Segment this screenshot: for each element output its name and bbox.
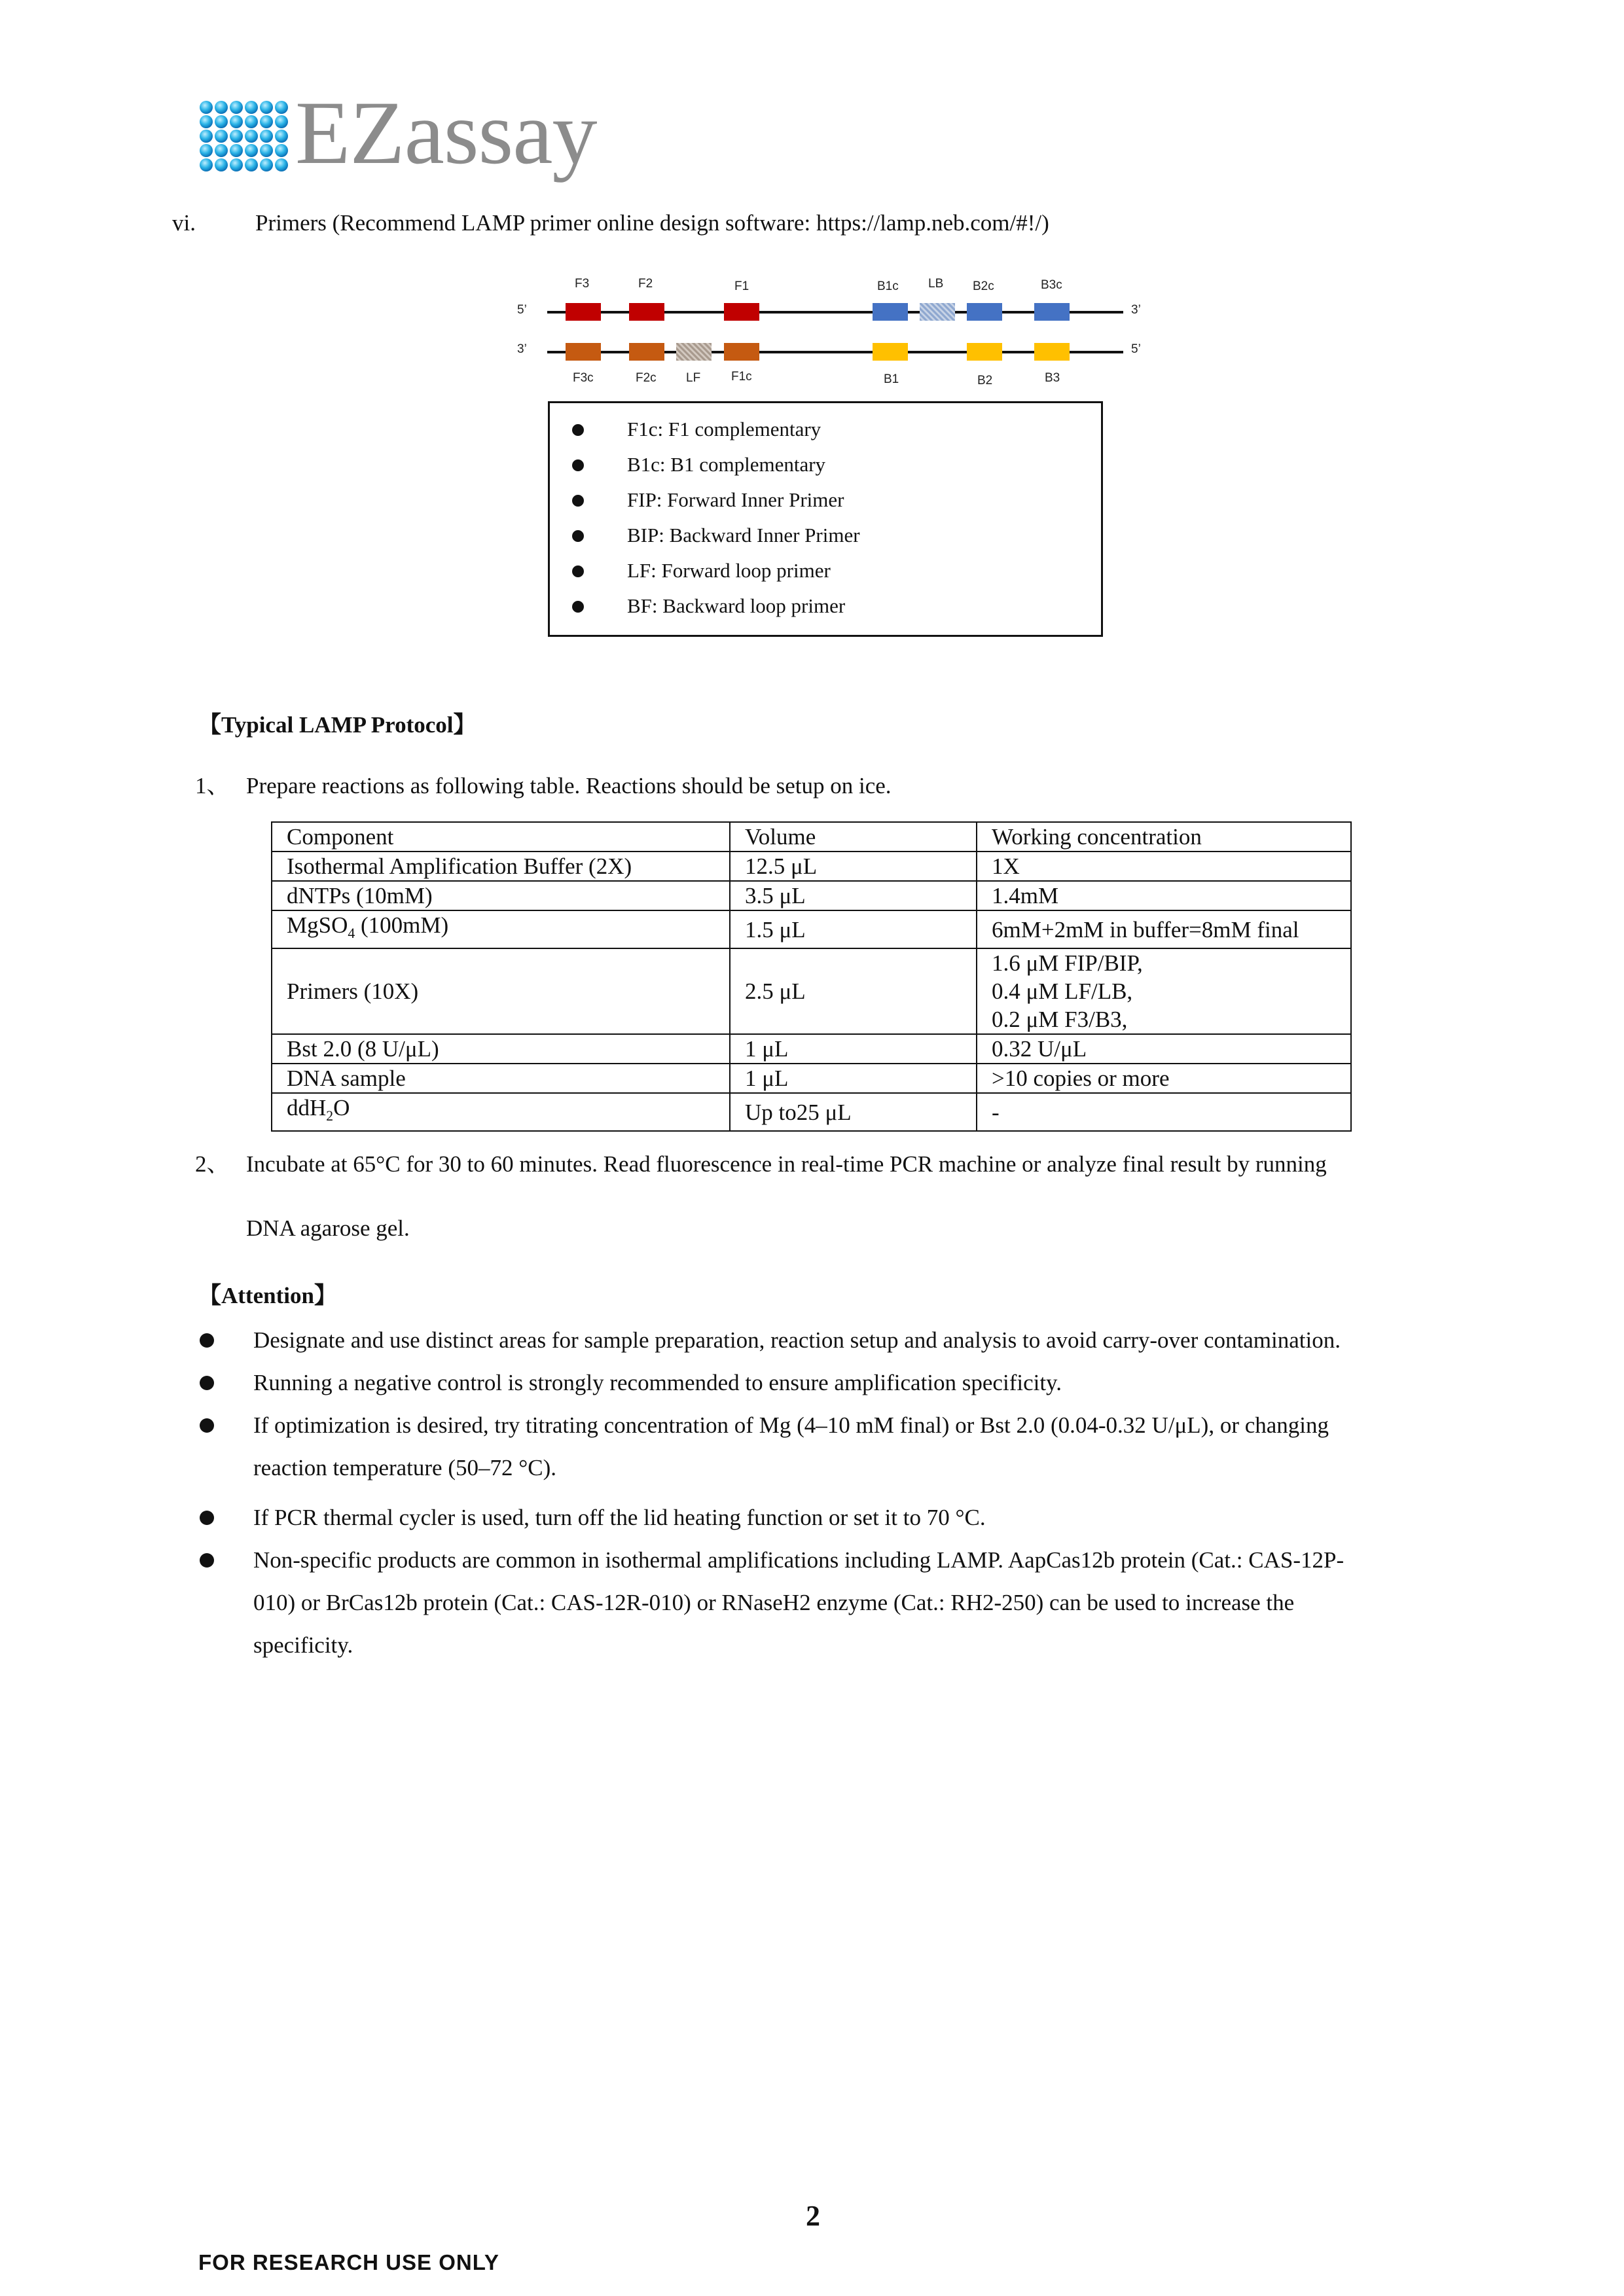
cell-line: 0.2 μM F3/B3, xyxy=(992,1007,1128,1032)
logo-dot xyxy=(200,130,213,143)
segment-f3c xyxy=(566,343,601,361)
label-b2: B2 xyxy=(977,374,993,387)
table-header-row xyxy=(272,822,1351,852)
table-cell: Bst 2.0 (8 U/μL) xyxy=(272,1034,730,1064)
page-number: 2 xyxy=(806,2200,820,2232)
label-lf: LF xyxy=(686,371,701,385)
bullet-icon xyxy=(200,1511,214,1525)
step2-number: 2、 xyxy=(195,1151,230,1177)
table-cell: DNA sample xyxy=(272,1064,730,1093)
reaction-table xyxy=(271,821,1352,1132)
table-cell: dNTPs (10mM) xyxy=(272,881,730,910)
label-f3: F3 xyxy=(575,277,590,291)
company-logo xyxy=(198,82,598,195)
section-marker: vi. xyxy=(172,210,196,236)
logo-dot xyxy=(275,115,288,128)
legend-box: F1c: F1 complementary B1c: B1 complementary FIP: Forward Inner Primer BIP: Backward Inner Primer LF: Forward loop primer BF: Backward loop primer xyxy=(548,401,1103,637)
logo-dot xyxy=(230,115,243,128)
column-header: Working concentration xyxy=(977,822,1351,852)
bullet-icon xyxy=(572,565,584,577)
table-cell: Up to25 μL xyxy=(730,1093,977,1131)
bullet-icon xyxy=(572,424,584,436)
primers-intro: Primers (Recommend LAMP primer online design software: https://lamp.neb.com/#!/) xyxy=(255,210,1049,236)
logo-dot xyxy=(215,101,228,114)
table-row xyxy=(272,881,1351,910)
step2-text-line1: Incubate at 65°C for 30 to 60 minutes. Read fluorescence in real-time PCR machine or analyze final result by running xyxy=(246,1151,1327,1177)
bullet-icon xyxy=(200,1376,214,1390)
logo-dot xyxy=(200,144,213,157)
logo-dot xyxy=(215,130,228,143)
label-f2: F2 xyxy=(638,277,653,291)
bullet-icon xyxy=(200,1418,214,1433)
logo-dot xyxy=(260,130,273,143)
bullet-icon xyxy=(572,459,584,471)
lamp-primer-diagram xyxy=(497,265,1152,396)
step1-text: Prepare reactions as following table. Reactions should be setup on ice. xyxy=(246,773,892,798)
logo-dot xyxy=(245,115,258,128)
table-cell: 6mM+2mM in buffer=8mM final xyxy=(977,910,1351,948)
logo-dot xyxy=(245,130,258,143)
table-cell: - xyxy=(977,1093,1351,1131)
segment-b1 xyxy=(873,343,908,361)
segment-b1c xyxy=(873,303,908,321)
table-cell xyxy=(977,948,1351,1034)
end-label-top-left: 5’ xyxy=(517,303,527,317)
table-cell: 1.4mM xyxy=(977,881,1351,910)
protocol-heading: 【Typical LAMP Protocol】 xyxy=(198,712,477,738)
label-b2c: B2c xyxy=(973,279,994,293)
logo-dot xyxy=(230,158,243,171)
table-cell: 1 μL xyxy=(730,1064,977,1093)
column-header: Component xyxy=(272,822,730,852)
step2-text-line2: DNA agarose gel. xyxy=(246,1215,410,1241)
bullet-icon xyxy=(572,601,584,613)
table-cell: 1X xyxy=(977,852,1351,881)
table-cell: Primers (10X) xyxy=(272,948,730,1034)
logo-dot xyxy=(230,101,243,114)
logo-dot xyxy=(245,144,258,157)
segment-f1c xyxy=(724,343,759,361)
logo-dot xyxy=(200,158,213,171)
bullet-icon xyxy=(572,530,584,542)
label-b1c: B1c xyxy=(877,279,899,293)
dot-grid-logo-icon xyxy=(198,99,290,175)
segment-b2c xyxy=(967,303,1002,321)
logo-dot xyxy=(260,158,273,171)
segment-b3c xyxy=(1034,303,1070,321)
logo-dot xyxy=(230,144,243,157)
segment-f2 xyxy=(629,303,664,321)
column-header: Volume xyxy=(730,822,977,852)
logo-dot xyxy=(245,158,258,171)
segment-f1 xyxy=(724,303,759,321)
label-b3: B3 xyxy=(1045,371,1060,385)
end-label-bottom-left: 3’ xyxy=(517,342,527,356)
table-row xyxy=(272,1034,1351,1064)
logo-dot xyxy=(275,101,288,114)
logo-dot xyxy=(215,115,228,128)
table-row xyxy=(272,852,1351,881)
logo-dot xyxy=(245,101,258,114)
logo-dot xyxy=(275,158,288,171)
label-f2c: F2c xyxy=(636,371,657,385)
footer-text: FOR RESEARCH USE ONLY xyxy=(198,2250,499,2274)
table-row xyxy=(272,910,1351,948)
table-cell: 1 μL xyxy=(730,1034,977,1064)
label-f3c: F3c xyxy=(573,371,594,385)
logo-dot xyxy=(260,101,273,114)
label-f1c: F1c xyxy=(731,370,752,384)
table-cell: >10 copies or more xyxy=(977,1064,1351,1093)
end-label-bottom-right: 5’ xyxy=(1131,342,1141,356)
logo-dot xyxy=(275,130,288,143)
logo-text: EZassay xyxy=(295,82,597,183)
table-cell: 2.5 μL xyxy=(730,948,977,1034)
label-f1: F1 xyxy=(734,279,749,293)
logo-dot xyxy=(260,115,273,128)
label-b3c: B3c xyxy=(1041,278,1062,292)
end-label-top-right: 3’ xyxy=(1131,303,1141,317)
segment-lf xyxy=(676,343,712,361)
cell-line: 0.4 μM LF/LB, xyxy=(992,978,1133,1004)
table-cell: 1.5 μL xyxy=(730,910,977,948)
attention-heading: 【Attention】 xyxy=(198,1283,337,1308)
logo-dot xyxy=(260,144,273,157)
segment-f3 xyxy=(566,303,601,321)
table-cell: 3.5 μL xyxy=(730,881,977,910)
table-cell-subscript: ddH$_2$O xyxy=(272,1093,730,1131)
logo-dot xyxy=(275,144,288,157)
logo-dot xyxy=(230,130,243,143)
logo-dot xyxy=(200,115,213,128)
bullet-icon xyxy=(572,495,584,507)
logo-dot xyxy=(215,144,228,157)
bullet-icon xyxy=(200,1333,214,1348)
cell-line: 1.6 μM FIP/BIP, xyxy=(992,950,1143,976)
table-row xyxy=(272,948,1351,1034)
table-cell: 12.5 μL xyxy=(730,852,977,881)
logo-dot xyxy=(215,158,228,171)
table-cell-subscript: MgSO$_4$ (100mM) xyxy=(272,910,730,948)
label-lb: LB xyxy=(928,277,944,291)
logo-dot xyxy=(200,101,213,114)
segment-b3 xyxy=(1034,343,1070,361)
label-b1: B1 xyxy=(884,372,899,386)
segment-f2c xyxy=(629,343,664,361)
table-cell: 0.32 U/μL xyxy=(977,1034,1351,1064)
segment-b2 xyxy=(967,343,1002,361)
table-cell: Isothermal Amplification Buffer (2X) xyxy=(272,852,730,881)
table-row xyxy=(272,1093,1351,1131)
table-row xyxy=(272,1064,1351,1093)
bullet-icon xyxy=(200,1553,214,1568)
step1-number: 1、 xyxy=(195,773,230,798)
segment-lb xyxy=(920,303,955,321)
